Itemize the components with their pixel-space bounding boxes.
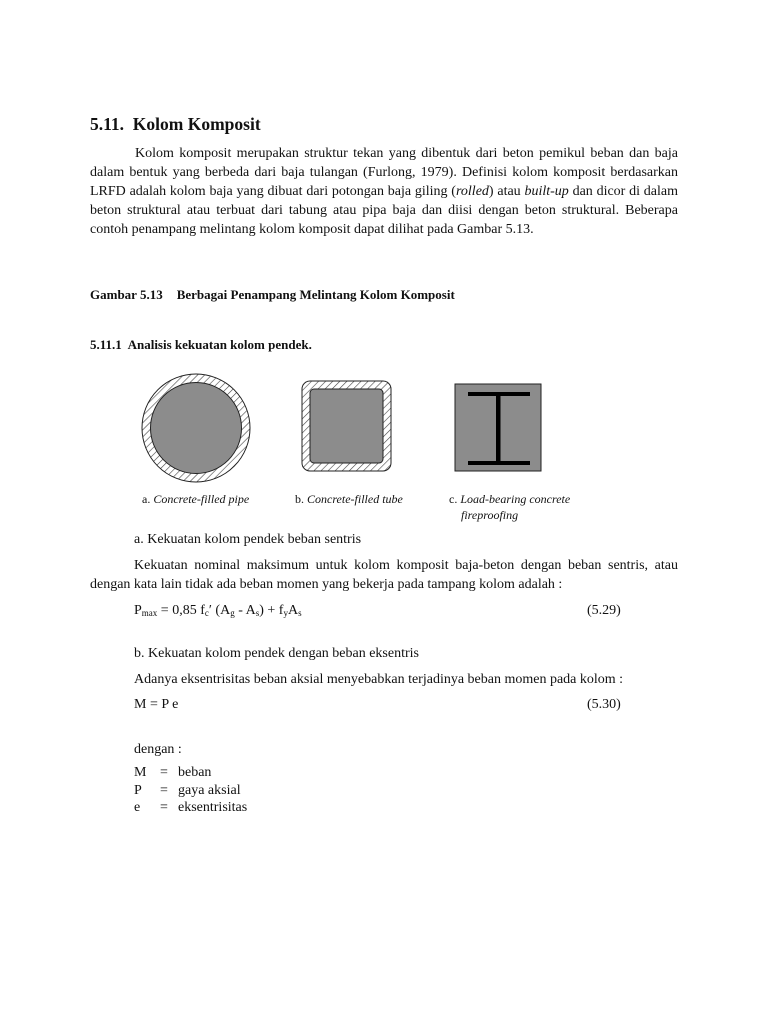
eq-minus: - A xyxy=(234,603,256,618)
def-symbol: M xyxy=(134,765,147,780)
caption-b-text: Concrete-filled tube xyxy=(307,492,403,506)
pipe-section-icon xyxy=(142,374,250,482)
eq-a2: A xyxy=(287,603,299,618)
def-meaning: gaya aksial xyxy=(178,782,241,798)
eq-ag-open: (A xyxy=(211,603,231,618)
eq-p: P xyxy=(134,603,142,618)
intro-rolled: rolled xyxy=(455,184,489,199)
figure-label: Gambar 5.13 xyxy=(90,287,163,302)
figure-title: Berbagai Penampang Melintang Kolom Komposit xyxy=(176,287,455,302)
definition-row-p xyxy=(134,783,247,801)
eq-p-sub: max xyxy=(141,608,158,618)
equation-5-30-number: (5.30) xyxy=(587,697,621,712)
figure-caption-b xyxy=(295,492,403,507)
caption-b-prefix: b. xyxy=(295,492,304,506)
figure-caption-c xyxy=(449,492,570,523)
caption-a-text: Concrete-filled pipe xyxy=(153,492,250,506)
subsection-heading xyxy=(90,337,312,353)
eq-fc-sub: c xyxy=(204,608,209,618)
section-title xyxy=(90,114,261,135)
subsection-number: 5.11.1 xyxy=(90,337,122,352)
part-a-heading: a. Kekuatan kolom pendek beban sentris xyxy=(134,532,362,547)
equation-5-29 xyxy=(134,601,302,623)
eq-prime: ′ xyxy=(208,603,212,618)
def-meaning: eksentrisitas xyxy=(178,800,248,815)
definition-row-m xyxy=(134,765,247,783)
eq-fy-sub: y xyxy=(283,608,288,618)
eq-part1: = 0,85 f xyxy=(157,603,205,618)
where-label: dengan : xyxy=(134,742,182,757)
caption-c-line2: fireproofing xyxy=(461,507,519,522)
intro-text-2: ) atau xyxy=(488,184,525,199)
def-eq: = xyxy=(160,800,168,815)
tube-section-icon xyxy=(302,381,391,471)
figure-cross-sections xyxy=(0,360,768,490)
section-title-text: Kolom Komposit xyxy=(132,114,261,134)
figure-caption-a xyxy=(142,492,249,507)
eq-as-sub: s xyxy=(255,608,260,618)
subsection-title: Analisis kekuatan kolom pendek. xyxy=(127,337,312,352)
caption-c-prefix: c. xyxy=(449,492,458,506)
part-a-text: Kekuatan nominal maksimum untuk kolom komposit baja-beton dengan beban sentris, atau dengan kata lain tidak ada beban momen yang bekerja pada tampang kolom adalah : xyxy=(90,558,678,592)
intro-text-1: Kolom komposit merupakan struktur tekan yang dibentuk dari beton pemikul beban dan baja dalam bentuk yang berbeda dari baja tulangan (Furlong, 1979). Definisi kolom komposit berdasarkan LRFD adalah kolom baja yang dibuat dari potongan baja giling ( xyxy=(90,146,678,199)
figure-caption xyxy=(90,287,455,303)
encased-i-section-icon xyxy=(455,384,541,471)
equation-5-30: M = P e xyxy=(134,697,179,712)
def-symbol: P xyxy=(134,782,142,798)
definition-row-e xyxy=(134,800,247,818)
intro-text-3: dan dicor di dalam beton struktural atau terbuat dari tabung atau pipa baja dan diisi dengan beton struktural. Beberapa contoh penampang melintang kolom komposit dapat dilihat pada Gambar 5.13. xyxy=(90,184,679,237)
part-b-text: Adanya eksentrisitas beban aksial menyebabkan terjadinya beban momen pada kolom : xyxy=(134,672,624,687)
intro-builtup: built-up xyxy=(524,184,569,199)
eq-close: ) + f xyxy=(259,603,284,618)
eq-ag-sub: g xyxy=(230,608,235,618)
part-b-heading: b. Kekuatan kolom pendek dengan beban eksentris xyxy=(134,646,419,661)
intro-paragraph xyxy=(90,144,678,239)
def-meaning: beban xyxy=(178,765,212,780)
definition-list xyxy=(134,765,247,818)
def-eq: = xyxy=(160,765,168,780)
def-eq: = xyxy=(160,782,168,798)
section-number: 5.11. xyxy=(90,114,125,134)
eq-as2-sub: s xyxy=(298,608,302,618)
caption-c-line1: Load-bearing concrete xyxy=(460,492,571,506)
def-symbol: e xyxy=(134,800,141,815)
equation-5-29-number: (5.29) xyxy=(587,603,621,618)
caption-a-prefix: a. xyxy=(142,492,151,506)
